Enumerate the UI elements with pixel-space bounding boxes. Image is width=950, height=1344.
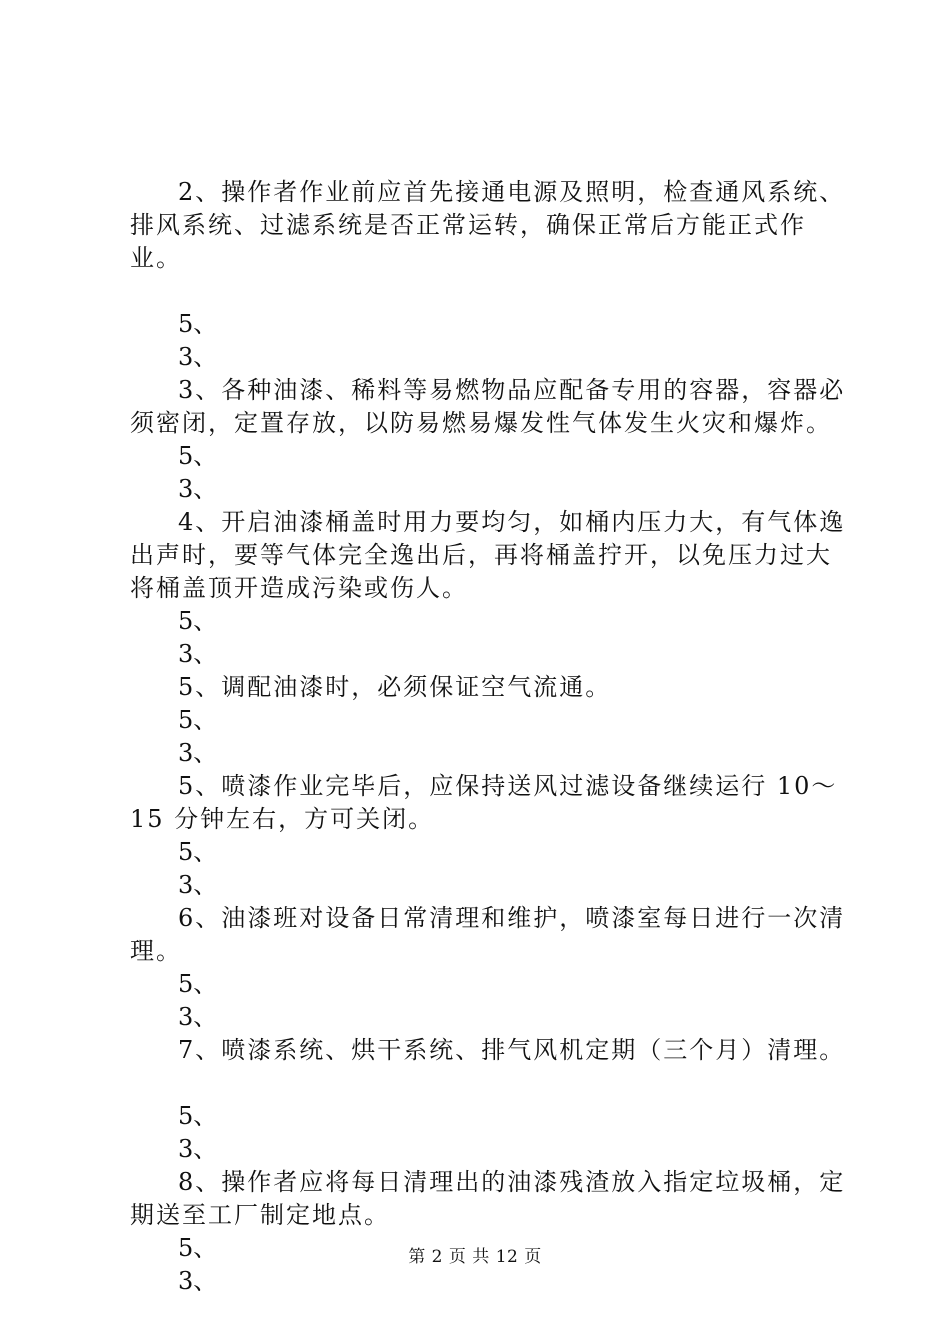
- paragraph: 5、: [178, 838, 218, 866]
- paragraph: 3、: [178, 475, 218, 503]
- paragraph: 3、: [178, 640, 218, 668]
- paragraph: 3、: [178, 871, 218, 899]
- paragraph: 3、: [178, 1267, 218, 1295]
- paragraph: 3、: [178, 343, 218, 371]
- paragraph: 5、: [178, 310, 218, 338]
- paragraph: 8、操作者应将每日清理出的油漆残渣放入指定垃圾桶，定期送至工厂制定地点。: [130, 1168, 846, 1229]
- paragraph: 3、: [178, 1135, 218, 1163]
- paragraph: 3、: [178, 1003, 218, 1031]
- paragraph: 3、各种油漆、稀料等易燃物品应配备专用的容器，容器必须密闭，定置存放，以防易燃易爆发性气体发生火灾和爆炸。: [130, 376, 846, 437]
- paragraph: 5、: [178, 442, 218, 470]
- paragraph: 4、开启油漆桶盖时用力要均匀，如桶内压力大，有气体逸出声时，要等气体完全逸出后，再将桶盖拧开，以免压力过大将桶盖顶开造成污染或伤人。: [130, 508, 846, 602]
- paragraph: 5、: [178, 1102, 218, 1130]
- paragraph: 7、喷漆系统、烘干系统、排气风机定期（三个月）清理。: [178, 1036, 846, 1064]
- paragraph: 5、喷漆作业完毕后，应保持送风过滤设备继续运行 10～15 分钟左右，方可关闭。: [130, 772, 838, 833]
- paragraph: 5、: [178, 706, 218, 734]
- page-footer: 第 2 页 共 12 页: [408, 1247, 542, 1267]
- paragraph: 5、: [178, 1234, 218, 1262]
- paragraph: 5、调配油漆时，必须保证空气流通。: [178, 673, 612, 701]
- paragraph: 5、: [178, 970, 218, 998]
- paragraph: 3、: [178, 739, 218, 767]
- document-body: [130, 176, 850, 1298]
- paragraph: 2、操作者作业前应首先接通电源及照明，检查通风系统、排风系统、过滤系统是否正常运转，确保正常后方能正式作业。: [130, 178, 846, 272]
- paragraph: 5、: [178, 607, 218, 635]
- paragraph: 6、油漆班对设备日常清理和维护，喷漆室每日进行一次清理。: [130, 904, 846, 965]
